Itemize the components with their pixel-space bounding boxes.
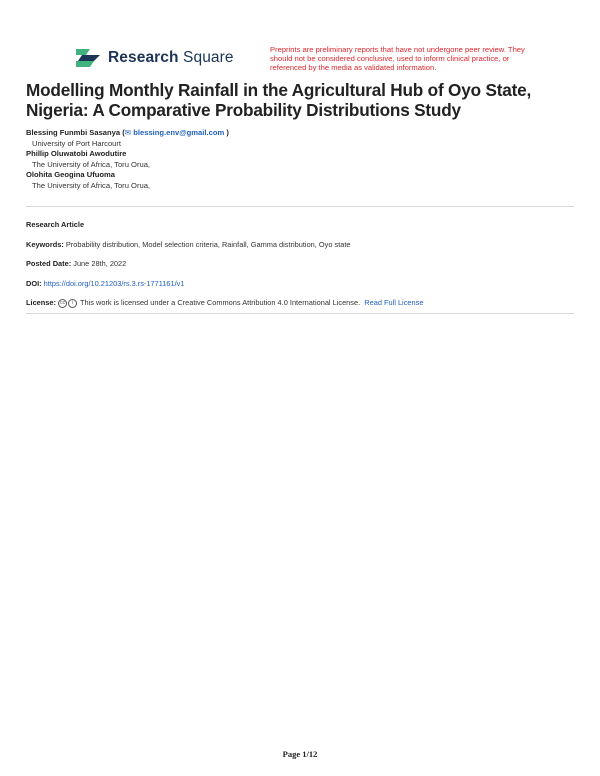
license-text: This work is licensed under a Creative Commons Attribution 4.0 International License. xyxy=(79,298,361,307)
doi-label: DOI: xyxy=(26,279,42,288)
article-type xyxy=(26,220,574,229)
author-name: Blessing Funmbi Sasanya xyxy=(26,128,121,137)
author-affiliation: The University of Africa, Toru Orua, xyxy=(32,159,151,169)
envelope-icon: ✉ xyxy=(124,128,132,137)
cc-icon: cc xyxy=(60,299,66,306)
author-affiliation: The University of Africa, Toru Orua, xyxy=(32,180,151,190)
license-label: License: xyxy=(26,298,56,307)
email-paren-open: ( xyxy=(122,128,125,137)
page-number: Page 1/12 xyxy=(282,749,318,759)
keywords-label: Keywords: xyxy=(26,240,64,249)
author-email-link[interactable]: blessing.env@gmail.com xyxy=(133,128,225,137)
posted-date-label: Posted Date: xyxy=(26,259,72,268)
email-paren-close: ) xyxy=(224,128,229,137)
doi-line xyxy=(26,279,574,288)
author-name: Olohita Geogina Ufuoma xyxy=(26,170,116,180)
posted-date-line xyxy=(26,259,574,268)
divider xyxy=(26,206,574,207)
attribution-icon: i xyxy=(68,299,77,308)
read-full-license-link[interactable]: Read Full License xyxy=(364,298,424,307)
logo-text xyxy=(108,49,234,67)
doi-link[interactable]: https://doi.org/10.21203/rs.3.rs-1771161/v1 xyxy=(43,279,185,288)
keywords-line xyxy=(26,240,574,249)
posted-date-value: June 28th, 2022 xyxy=(73,259,127,268)
author-list xyxy=(26,128,574,192)
research-square-logo-icon xyxy=(74,47,102,69)
logo-word-square: Square xyxy=(183,49,234,66)
logo-word-research: Research xyxy=(108,49,179,66)
paper-title: Modelling Monthly Rainfall in the Agricultural Hub of Oyo State, Nigeria: A Comparative Probability Distributions Study xyxy=(26,80,532,120)
keywords-value: Probability distribution, Model selection criteria, Rainfall, Gamma distribution, Oyo state xyxy=(65,240,351,249)
author-entry xyxy=(26,128,574,139)
divider xyxy=(26,313,574,314)
preprint-disclaimer: Preprints are preliminary reports that have not undergone peer review. They should not be considered conclusive, used to inform clinical practice, or referenced by the media as validated information. xyxy=(270,45,525,72)
author-affiliation: University of Port Harcourt xyxy=(32,138,122,148)
article-type-label: Research Article xyxy=(26,220,85,229)
author-name: Phillip Oluwatobi Awodutire xyxy=(26,149,127,159)
research-square-logo[interactable] xyxy=(74,47,234,69)
license-line xyxy=(26,298,574,308)
